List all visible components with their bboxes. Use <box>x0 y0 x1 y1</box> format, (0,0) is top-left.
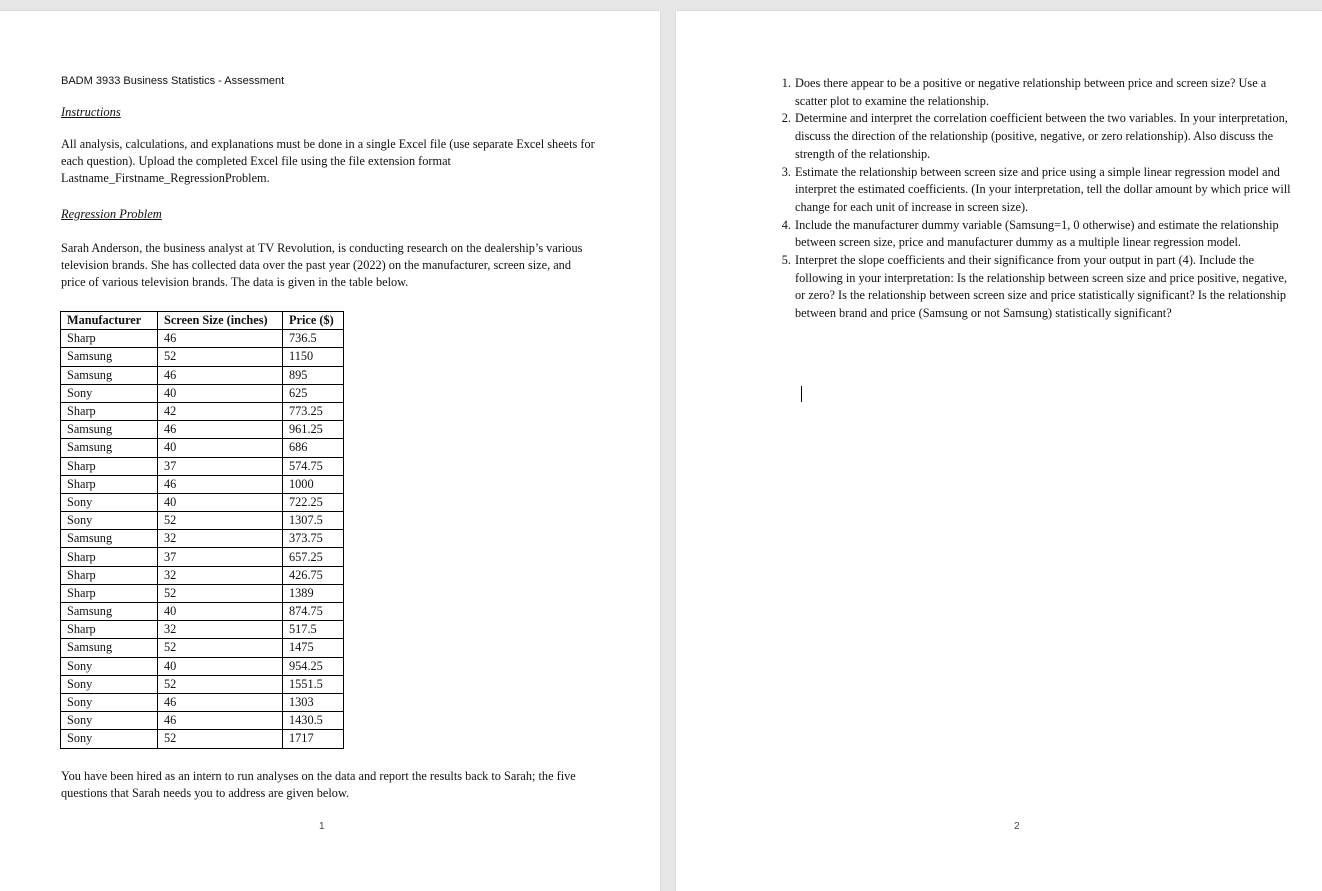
cell-price: 1717 <box>283 730 344 748</box>
cell-screen-size: 52 <box>158 639 283 657</box>
table-row <box>61 657 344 675</box>
cell-manufacturer: Sharp <box>61 548 158 566</box>
cell-price: 961.25 <box>283 421 344 439</box>
question-item: 4. Include the manufacturer dummy variable (Samsung=1, 0 otherwise) and estimate the relationship between screen size, price and manufacturer dummy as a multiple linear regression model. <box>794 217 1296 252</box>
cell-price: 722.25 <box>283 493 344 511</box>
table-row <box>61 693 344 711</box>
table-row <box>61 675 344 693</box>
cell-screen-size: 52 <box>158 675 283 693</box>
table-row <box>61 566 344 584</box>
table-row <box>61 512 344 530</box>
cell-manufacturer: Sharp <box>61 584 158 602</box>
cell-price: 736.5 <box>283 330 344 348</box>
cell-price: 773.25 <box>283 402 344 420</box>
table-row <box>61 621 344 639</box>
cell-screen-size: 32 <box>158 566 283 584</box>
cell-screen-size: 40 <box>158 384 283 402</box>
document-page-2[interactable] <box>676 11 1322 891</box>
table-body <box>61 330 344 748</box>
cell-price: 1150 <box>283 348 344 366</box>
cell-manufacturer: Sony <box>61 493 158 511</box>
table-row <box>61 457 344 475</box>
cell-price: 874.75 <box>283 603 344 621</box>
cell-manufacturer: Sharp <box>61 621 158 639</box>
cell-manufacturer: Samsung <box>61 348 158 366</box>
cell-price: 574.75 <box>283 457 344 475</box>
cell-manufacturer: Sony <box>61 712 158 730</box>
table-row <box>61 548 344 566</box>
document-title: BADM 3933 Business Statistics - Assessment <box>61 75 285 87</box>
cell-price: 1000 <box>283 475 344 493</box>
cell-price: 895 <box>283 366 344 384</box>
table-row <box>61 584 344 602</box>
cell-screen-size: 37 <box>158 457 283 475</box>
cell-price: 1551.5 <box>283 675 344 693</box>
cell-screen-size: 37 <box>158 548 283 566</box>
cell-manufacturer: Sharp <box>61 402 158 420</box>
cell-manufacturer: Samsung <box>61 530 158 548</box>
table-row <box>61 730 344 748</box>
cell-manufacturer: Sony <box>61 675 158 693</box>
cell-price: 686 <box>283 439 344 457</box>
cell-manufacturer: Sony <box>61 693 158 711</box>
cell-manufacturer: Sharp <box>61 475 158 493</box>
header-manufacturer: Manufacturer <box>61 312 158 330</box>
cell-manufacturer: Sharp <box>61 330 158 348</box>
cell-screen-size: 52 <box>158 348 283 366</box>
cell-price: 954.25 <box>283 657 344 675</box>
cell-screen-size: 46 <box>158 366 283 384</box>
question-item: 5. Interpret the slope coefficients and their significance from your output in part (4). Include the following in your interpretation: Is the relationship between screen size and price positive, negative, or zero? Is the relationship between screen size and price statistically significant? Is the relationship between brand and price (Samsung or not Samsung) statistically significant? <box>794 252 1296 323</box>
cell-manufacturer: Sharp <box>61 566 158 584</box>
table-row <box>61 639 344 657</box>
table-row <box>61 348 344 366</box>
cell-screen-size: 40 <box>158 439 283 457</box>
table-row <box>61 384 344 402</box>
instructions-paragraph: All analysis, calculations, and explanations must be done in a single Excel file (use separate Excel sheets for each question). Upload the completed Excel file using the file extension format Lastname_Firstname_RegressionProblem. <box>61 137 595 185</box>
regression-heading: Regression Problem <box>61 207 162 221</box>
table-row <box>61 712 344 730</box>
cell-price: 1430.5 <box>283 712 344 730</box>
cell-screen-size: 46 <box>158 330 283 348</box>
cell-screen-size: 40 <box>158 493 283 511</box>
cell-manufacturer: Sony <box>61 657 158 675</box>
cell-screen-size: 52 <box>158 512 283 530</box>
question-item: 3. Estimate the relationship between screen size and price using a simple linear regression model and interpret the estimated coefficients. (In your interpretation, tell the dollar amount by which price will change for each unit of increase in screen size). <box>794 164 1296 217</box>
table-row <box>61 402 344 420</box>
cell-screen-size: 46 <box>158 712 283 730</box>
text-cursor <box>801 386 802 402</box>
cell-screen-size: 46 <box>158 475 283 493</box>
cell-manufacturer: Samsung <box>61 421 158 439</box>
cell-price: 517.5 <box>283 621 344 639</box>
table-row <box>61 475 344 493</box>
table-row <box>61 530 344 548</box>
cell-screen-size: 32 <box>158 621 283 639</box>
cell-price: 1303 <box>283 693 344 711</box>
cell-manufacturer: Samsung <box>61 639 158 657</box>
cell-manufacturer: Sharp <box>61 457 158 475</box>
table-row <box>61 330 344 348</box>
cell-screen-size: 40 <box>158 603 283 621</box>
cell-manufacturer: Samsung <box>61 603 158 621</box>
closing-paragraph: You have been hired as an intern to run analyses on the data and report the results back to Sarah; the five questions that Sarah needs you to address are given below. <box>61 769 576 800</box>
data-table <box>60 311 344 749</box>
cell-manufacturer: Samsung <box>61 366 158 384</box>
table-row <box>61 493 344 511</box>
header-screen-size: Screen Size (inches) <box>158 312 283 330</box>
cell-screen-size: 46 <box>158 421 283 439</box>
cell-manufacturer: Samsung <box>61 439 158 457</box>
cell-manufacturer: Sony <box>61 730 158 748</box>
cell-price: 1389 <box>283 584 344 602</box>
cell-screen-size: 52 <box>158 730 283 748</box>
cell-screen-size: 40 <box>158 657 283 675</box>
cell-price: 1475 <box>283 639 344 657</box>
cell-price: 625 <box>283 384 344 402</box>
cell-price: 373.75 <box>283 530 344 548</box>
cell-manufacturer: Sony <box>61 384 158 402</box>
table-row <box>61 366 344 384</box>
header-price: Price ($) <box>283 312 344 330</box>
question-item: 1. Does there appear to be a positive or negative relationship between price and screen size? Use a scatter plot to examine the relationship. <box>794 75 1296 110</box>
page-number: 1 <box>319 821 325 832</box>
cell-price: 1307.5 <box>283 512 344 530</box>
intro-paragraph: Sarah Anderson, the business analyst at TV Revolution, is conducting research on the dealership’s various television brands. She has collected data over the past year (2022) on the manufacturer, screen size, and price of various television brands. The data is given in the table below. <box>61 241 583 289</box>
instructions-heading: Instructions <box>61 105 121 119</box>
cell-screen-size: 46 <box>158 693 283 711</box>
table-row <box>61 439 344 457</box>
cell-screen-size: 52 <box>158 584 283 602</box>
table-header-row <box>61 312 344 330</box>
question-list <box>774 75 1296 323</box>
table-row <box>61 603 344 621</box>
cell-screen-size: 32 <box>158 530 283 548</box>
cell-price: 426.75 <box>283 566 344 584</box>
table-row <box>61 421 344 439</box>
document-page-1[interactable] <box>0 11 660 891</box>
cell-price: 657.25 <box>283 548 344 566</box>
cell-manufacturer: Sony <box>61 512 158 530</box>
question-item: 2. Determine and interpret the correlation coefficient between the two variables. In your interpretation, discuss the direction of the relationship (positive, negative, or zero relationship). Also discuss the strength of the relationship. <box>794 110 1296 163</box>
page-number: 2 <box>1014 821 1020 832</box>
cell-screen-size: 42 <box>158 402 283 420</box>
